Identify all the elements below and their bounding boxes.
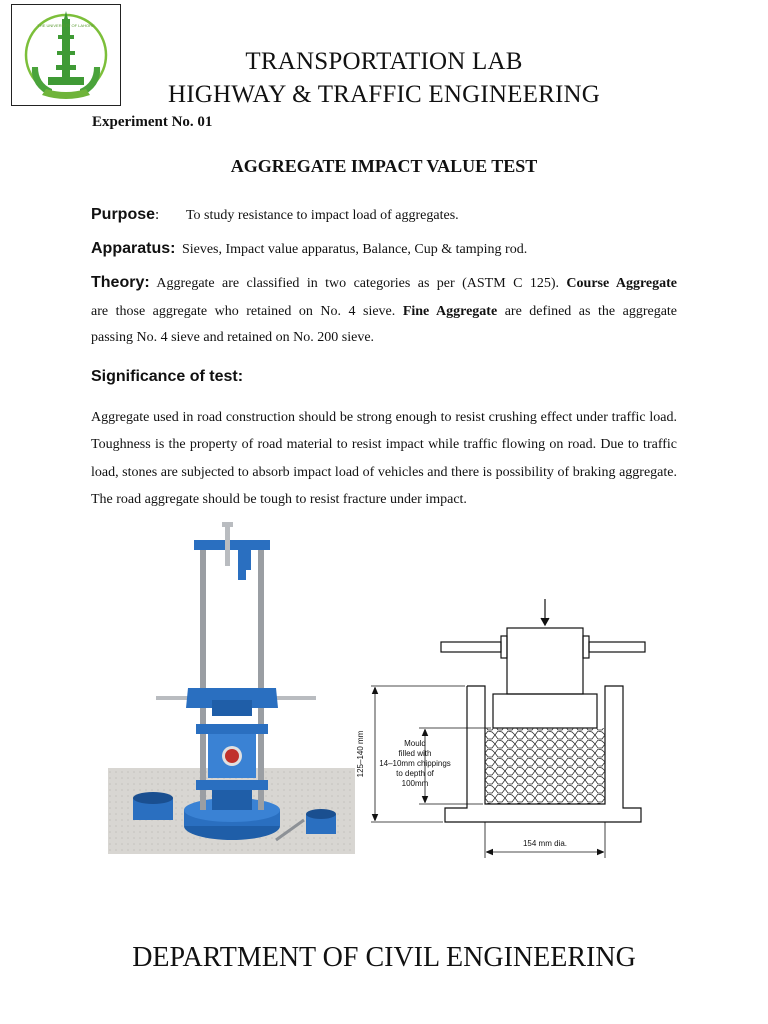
apparatus-label: Apparatus:: [91, 240, 176, 257]
theory-line-3: passing No. 4 sieve and retained on No. 200 sieve.: [91, 330, 375, 345]
logo-text: THE UNIVERSITY OF LAHORE: [37, 23, 95, 28]
theory-text-2: are those aggregate who retained on No. 4 sieve.: [91, 304, 396, 319]
theory-text-3: are defined as the aggregate: [504, 304, 678, 319]
fine-aggregate-term: Fine Aggregate: [402, 304, 498, 319]
theory-text-1: Aggregate are classified in two categories as per (ASTM C 125).: [156, 276, 559, 291]
apparatus-line: [91, 240, 527, 258]
purpose-text: To study resistance to impact load of aggregates.: [185, 208, 459, 223]
mould-label-5: 100mm: [401, 779, 429, 788]
significance-heading: Significance of test:: [91, 368, 244, 385]
theory-line-2: [91, 304, 677, 320]
impact-apparatus-photo: [108, 518, 355, 854]
mould-label-2: filled with: [398, 749, 432, 758]
mould-label-4: to depth of: [396, 769, 434, 778]
diameter-label: 154 mm dia.: [522, 839, 568, 848]
theory-line-1: [91, 274, 677, 292]
apparatus-text: Sieves, Impact value apparatus, Balance, Cup & tamping rod.: [181, 242, 528, 257]
course-aggregate-term: Course Aggregate: [566, 276, 678, 291]
height-label: 125–140 mm: [356, 730, 365, 778]
lab-subtitle: HIGHWAY & TRAFFIC ENGINEERING: [168, 81, 600, 108]
purpose-line: [91, 206, 459, 224]
department-footer: DEPARTMENT OF CIVIL ENGINEERING: [132, 942, 636, 973]
apparatus-diagram: [355, 596, 653, 858]
purpose-label: Purpose: [91, 206, 156, 223]
significance-text: Aggregate used in road construction should be strong enough to resist crushing effect under traffic load. Toughness is the property of road material to resist impact while traffic flowing on road. Due to traffic load, stones are subjected to absorb impact load of vehicles and there is possibility of braking aggregate. The road aggregate should be tough to resist fracture under impact.: [91, 410, 677, 507]
theory-label: Theory:: [91, 274, 150, 291]
mould-label-1: Mould: [404, 739, 426, 748]
experiment-number: Experiment No. 01: [92, 114, 213, 130]
experiment-title: AGGREGATE IMPACT VALUE TEST: [230, 156, 538, 176]
lab-title: TRANSPORTATION LAB: [245, 48, 523, 75]
purpose-colon: :: [155, 207, 160, 223]
mould-label-3: 14–10mm chippings: [379, 759, 451, 768]
